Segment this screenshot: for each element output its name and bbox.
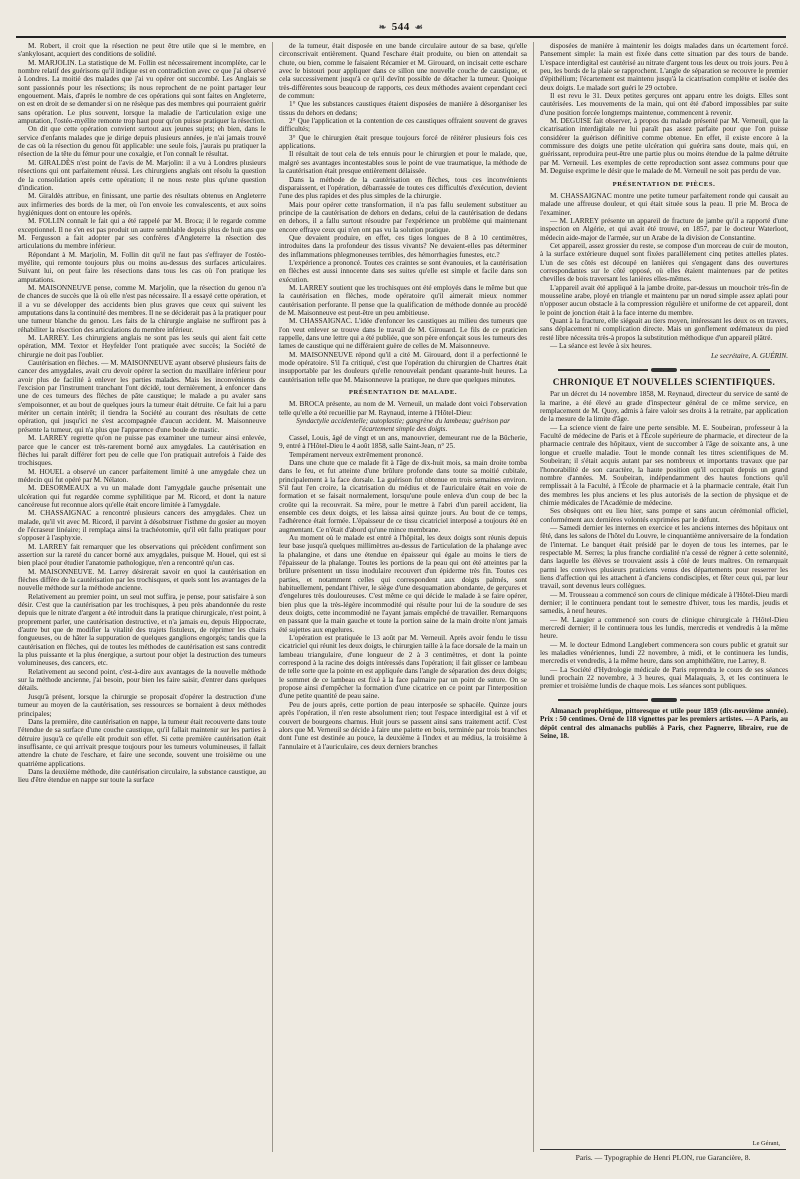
header-ornament-right: ☙ — [414, 21, 424, 32]
header-ornament-left: ❧ — [378, 21, 387, 32]
section-heading-pieces: PRÉSENTATION DE PIÈCES. — [612, 180, 716, 188]
paragraph: Mais pour opérer cette transformation, il n'a pas fallu seulement substituer au principe de la cautérisation de dehors en dedans, celui de la cautérisation de dedans en dehors, il a fallu surtout résoudre par l'expérience un problème qui maintenant encore effraye ceux qui n'en ont pas vu la solution pratique. — [279, 200, 527, 234]
case-title: Syndactylie accidentelle; autoplastie; gangrène du lambeau; guérison par l'écartement simple des doigts. — [296, 417, 510, 434]
paragraph: Dans une chute que ce malade fit à l'âge de dix-huit mois, sa main droite tomba dans le feu, et fut atteinte d'une brûlure profonde dans toute sa moitié cubitale, principalement à la face dorsale. La guérison fut obtenue en trois semaines environ. S'il faut l'en croire, la cicatrisation du médius et de l'auriculaire était en voie de formation et se faisait normalement, lorsqu'une poule enleva d'un coup de bec la croûte qui la recouvrait. Sa mère, pour le mettre à l'abri d'un pareil accident, lia ensemble ces deux doigts, et les laissa ainsi quinze jours. Au bout de ce temps, l'adhérence était formée. L'épaisseur de ce tissu cicatriciel interposé a toujours été en augmentant. Ce n'était d'abord qu'une mince membrane. — [279, 458, 527, 534]
paragraph: M. CHASSAIGNAC montre une petite tumeur parfaitement ronde qui causait au malade une affreuse douleur, et qui était située sous la peau. Il prie M. Broca de l'examiner. — [540, 191, 788, 217]
paragraph: Relativement au second point, c'est-à-dire aux avantages de la nouvelle méthode sur la méthode ancienne, j'ai besoin, pour bien les faire saisir, d'entrer dans quelques détails. — [18, 667, 266, 693]
paragraph: M. Giraldès attribue, en finissant, une partie des résultats obtenus en Angleterre aux infirmeries des bords de la mer, où l'on envoie les convalescents, et aux soins hygiéniques dont on entoure les opérés. — [18, 192, 266, 217]
paragraph: Au moment où le malade est entré à l'hôpital, les deux doigts sont réunis depuis leur base jusqu'à quelques millimètres au-dessus de l'articulation de la phalange avec la phalangine, et dans une étendue en épaisseur qui égale au moins le tiers de l'épaisseur de la phalange. Toutes les portions de la peau qui ont été atteintes par la brûlure présentent un tissu inodulaire recouvert d'un épiderme très fin. Toutes ces parties, et notamment celles qui correspondent aux doigts palmés, sont habituellement, pendant l'hiver, le siège d'une desquamation abondante, de gerçures et d'engelures très douloureuses. C'est même ce qui décide le malade à se faire opérer, bien plus que la très-légère incommodité qui résulte pour lui de la soudure de ses deux doigts, cette incommodité ne l'ayant jamais empêché de travailler. Remarquons en passant que la main gauche et toute la portion saine de la main droite n'ont jamais été sujettes aux engelures. — [279, 533, 527, 634]
column-divider — [533, 42, 534, 1152]
paragraph: M. CHASSAIGNAC a rencontré plusieurs cancers des amygdales. Chez un malade, qu'il vit avec M. Ricord, il parvint à désobstruer l'isthme du gosier au moyen de l'écraseur linéaire; il remplaça ainsi la trachéotomie, qu'il eût fallu pratiquer pour s'opposer à l'asphyxie. — [18, 509, 266, 543]
paragraph: M. MAISONNEUVE. M. Larrey désirerait savoir en quoi la cautérisation en flèches diffère de la cautérisation par les trochisques, et quels sont les avantages de la nouvelle méthode sur la méthode ancienne. — [18, 567, 266, 593]
paragraph: L'opération est pratiquée le 13 août par M. Verneuil. Après avoir fendu le tissu cicatriciel qui réunit les deux doigts, le chirurgien taille à la face dorsale de la main un lambeau triangulaire, d'une longueur de 2 à 3 centimètres, et dont la pointe correspond à la racine des doigts intéressés dans l'opération; il fait glisser ce lambeau de telle sorte que la pointe en est appliquée dans l'angle de séparation des deux doigts; le sommet de ce lambeau est fixé à la face palmaire par un point de suture. On se propose ainsi d'empêcher la formation d'une cicatrice en ce point par l'interposition d'une petite quantité de peau saine. — [279, 634, 527, 701]
paragraph: M. LARREY fait remarquer que les observations qui précèdent confirment son assertion sur la rareté du cancer borné aux amygdales, puisque M. Houel, qui est si bien placé pour étudier l'anatomie pathologique, n'en a rencontré qu'un cas. — [18, 542, 266, 568]
paragraph: M. MAISONNEUVE pense, comme M. Marjolin, que la résection du genou n'a de chances de succès que là où elle n'est pas nécessaire. Il a essayé cette opération, et il a vu se développer des accidents bien plus graves que ceux qui suivent les amputations dans la continuité des membres. Il ne se déciderait pas à la pratiquer pour une tumeur blanche du genou. Les faits de la chirurgie anglaise ne suffiront pas à réhabiliter la résection des articulations du membre inférieur. — [18, 283, 266, 334]
paragraph: Ses obsèques ont eu lieu hier, sans pompe et sans aucun cérémonial officiel, conformément aux dernières volontés exprimées par le défunt. — [540, 507, 788, 524]
section-ornament — [540, 366, 788, 374]
paragraph: — La séance est levée à six heures. — [550, 342, 652, 351]
paragraph: Il est revu le 31. Deux petites gerçures ont apparu entre les doigts. Elles sont cautérisées. Les mouvements de la main, qui ont été d'abord impossibles par suite d'une position forcée longtemps maintenue, commencent à revenir. — [540, 92, 788, 117]
section-heading-malade: PRÉSENTATION DE MALADE. — [348, 389, 458, 397]
paragraph: Répondant à M. Marjolin, M. Follin dit qu'il ne faut pas s'effrayer de l'ostéo-myélite, qui remonte toujours plus ou moins au-dessus des surfaces articulaires. Suivant lui, on peut faire les résections dans tous les cas où l'on pratique les amputations. — [18, 250, 266, 284]
almanach-notice: Almanach prophétique, pittoresque et utile pour 1859 (dix-neuvième année). Prix : 50 centimes. Orné de 118 vignettes par les premiers artistes. — A Paris, au dépôt central des almanachs publiés à Paris, chez Pagnerre, libraire, rue de Seine, 18. — [540, 707, 788, 741]
printer-footer: Paris. — Typographie de Henri PLON, rue Garancière, 8. — [540, 1149, 786, 1162]
section-ornament — [540, 696, 788, 704]
paragraph: M. DEGUISE fait observer, à propos du malade présenté par M. Verneuil, que la cicatrisation interdigitale ne lui paraît pas assez parfaite pour que l'on puisse considérer la guérison définitive comme obtenue. En effet, il existe encore à la commissure des doigts une petite ulcération qui guérira sans doute, mais qui, en guérissant, reproduira peut-être une partie plus ou moins étendue de la palme détruite par M. Verneuil. Les exemples de cette reproduction sont assez communs pour que M. Deguise exprime le désir que le malade de M. Verneuil ne soit pas perdu de vue. — [540, 117, 788, 176]
paragraph: — M. Trousseau a commencé son cours de clinique médicale à l'Hôtel-Dieu mardi dernier; il le continuera pendant tout le semestre d'hiver, tous les mardis, jeudis et samedis, à neuf heures. — [540, 590, 788, 616]
paragraph: Dans la première, dite cautérisation en nappe, la tumeur était recouverte dans toute l'étendue de sa surface d'une couche caustique, qu'il fallait maintenir sur les parties à détruire jusqu'à ce qu'elle eût produit son effet. Si cette première cautérisation était insuffisante, ce qui arrivait presque toujours pour les tumeurs volumineuses, il fallait attendre la chute de l'eschare, et faire une seconde, souvent une troisième ou une quatrième applications. — [18, 717, 266, 768]
paragraph: Il résultait de tout cela de tels ennuis pour le chirurgien et pour le malade, que, malgré ses avantages incontestables sous le point de vue traumatique, la méthode de la cautérisation était presque entièrement délaissée. — [279, 150, 527, 176]
paragraph: — M. LARREY présente un appareil de fracture de jambe qu'il a rapporté d'une inspection en Algérie, et qui avait été trouvé, en 1857, par le docteur Waterloot, médecin aide-major de l'armée, sur un Arabe de la division de Constantine. — [540, 216, 788, 242]
paragraph: M. LARREY regrette qu'on ne puisse pas examiner une tumeur ainsi enlevée, parce que le cancer est très-rarement borné aux amygdales. La cautérisation en flèches lui paraît différer fort peu de celle que l'on pratiquait autrefois à l'aide des trochisques. — [18, 434, 266, 468]
column-3 — [540, 42, 788, 1152]
paragraph: Dans la deuxième méthode, dite cautérisation circulaire, la substance caustique, au lieu d'être étendue en nappe sur toute la surface — [18, 767, 266, 785]
secretary-signature: Le secrétaire, A. GUÉRIN. — [710, 352, 788, 361]
paragraph: M. MAISONNEUVE répond qu'il a cité M. Girouard, dont il a perfectionné le mode opératoire. S'il l'a critiqué, c'est que l'opération du chirurgien de Chartres était insupportable par les douleurs qu'elle renouvelait pendant quarante-huit heures. La cautérisation telle que M. Maisonneuve la pratique, ne dure que quelques minutes. — [279, 350, 527, 384]
paragraph: L'expérience a prononcé. Toutes ces craintes se sont évanouies, et la cautérisation en flèches est aussi innocente dans ses suites qu'elle est simple et facile dans son exécution. — [279, 258, 527, 284]
paragraph: — Samedi dernier les internes en exercice et les anciens internes des hôpitaux ont fêté, dans les salons de l'hôtel du Louvre, le cinquantième anniversaire de la fondation de l'internat. Le banquet était présidé par le doyen de tous les internes, par le respectable M. Serres; la plus franche cordialité n'a cessé de régner à cette solennité, dans laquelle les élèves se trouvaient assis à côté de leurs maîtres. On remarquait parmi les convives plusieurs praticiens venus des départements pour resserrer les liens d'affection qui les attachent à d'anciens condisciples, et fêter ceux qui, par leur travail, sont devenus leurs collègues. — [540, 523, 788, 591]
paragraph: M. LARREY. Les chirurgiens anglais ne sont pas les seuls qui aient fait cette opération, MM. Textor et Heyfelder l'ont pratiquée avec succès; la Société de chirurgie ne doit pas l'oublier. — [18, 334, 266, 359]
paragraph: — La science vient de faire une perte sensible. M. E. Soubeiran, professeur à la Faculté de médecine de Paris et à l'École supérieure de pharmacie, et directeur de la pharmacie centrale des hôpitaux, vient de succomber à l'âge de soixante ans, à une longue et cruelle maladie. Tout le monde connaît les titres scientifiques de M. Soubeiran; il s'était acquis autant par ses nombreux et importants travaux que par l'honorabilité de son caractère, la haute position qu'il occupait depuis un grand nombre d'années. M. Soubeiran, indépendamment des hautes fonctions qu'il remplissait à la Faculté, à l'École de pharmacie et à la pharmacie centrale, était l'un des membres les plus anciens et les plus autorisés de la section de physique et de chimie médicales de l'Académie de médecine. — [540, 423, 788, 507]
paragraph: Cassel, Louis, âgé de vingt et un ans, manouvrier, demeurant rue de la Bûcherie, 9, entré à l'Hôtel-Dieu le 4 août 1858, salle Saint-Jean, n° 25. — [279, 433, 527, 451]
paragraph: Jusqu'à présent, lorsque la chirurgie se proposait d'opérer la destruction d'une tumeur au moyen de la cautérisation, ses ressources se bornaient à deux méthodes principales; — [18, 692, 266, 718]
paragraph: M. Robert, il croit que la résection ne peut être utile que si le membre, en s'ankylosant, acquiert des conditions de solidité. — [18, 42, 266, 59]
column-2 — [279, 42, 527, 1152]
paragraph: disposées de manière à maintenir les doigts malades dans un écartement forcé. Pansement simple: la main est fixée dans cette situation par des tours de bande. L'espace interdigital est cautérisé au nitrate d'argent tous les deux ou trois jours. Peu à peu, les bords de la plaie se rapprochent. L'angle de séparation se recouvre le premier d'épithélium; l'écartement est maintenu jusqu'à la cicatrisation complète et isolée des deux doigts. Le malade sort guéri le 29 octobre. — [540, 42, 788, 92]
paragraph: — La Société d'Hydrologie médicale de Paris reprendra le cours de ses séances lundi prochain 22 novembre, à 3 heures, quai Malaquais, 3, et les continuera le premier et troisième lundis de chaque mois. Les séances sont publiques. — [540, 665, 788, 691]
paragraph: On dit que cette opération convient surtout aux jeunes sujets; eh bien, dans le service d'enfants malades que je dirige depuis plusieurs années, je n'ai jamais trouvé de cas où la résection du genou fût applicable: une seule fois, j'aurais pu pratiquer la résection de la tête du fémur pour une coxalgie, et l'on connaît le résultat. — [18, 125, 266, 159]
paragraph: M. HOUEL a observé un cancer parfaitement limité à une amygdale chez un médecin qui fut opéré par M. Nélaton. — [18, 467, 266, 484]
paragraph: 2° Que l'application et la contention de ces caustiques offraient souvent de graves difficultés; — [279, 117, 527, 134]
paragraph: M. DESORMEAUX a vu un malade dont l'amygdale gauche présentait une ulcération qui fut regardée comme syphilitique par M. Ricord, et dont la nature cancéreuse fut reconnue alors qu'elle était encore limitée à l'amygdale. — [18, 484, 266, 509]
paragraph: Tempérament nerveux extrêmement prononcé. — [289, 450, 424, 459]
paragraph: Cautérisation en flèches. — M. MAISONNEUVE ayant observé plusieurs faits de cancer des amygdales, avait cru devoir opérer la section du maxillaire inférieur pour avoir plus de facilité à enlever les parties malades. Mais les inconvénients de l'excision par l'instrument tranchant l'ont décidé, tout dernièrement, à enfoncer dans une de ces tumeurs des flèches de pâte caustique; le malade a pu avaler sans s'empoisonner, et au bout de quelques jours la tumeur était détruite. Ce fait lui a paru mériter un certain intérêt; il tiendra la Société au courant des résultats de cette opération, qui jusqu'ici ne s'est accompagnée d'aucun accident. M. Maisonneuve présente la tumeur, qui n'a plus que l'apparence d'une boule de mastic. — [18, 359, 266, 434]
paragraph: M. LARREY soutient que les trochisques ont été employés dans le même but que la cautérisation en flèches, mode opératoire qu'il aimerait mieux nommer cautérisation perforante. Il pense que la qualification de méthode donnée au procédé de M. Maisonneuve est peut-être un peu ambitieuse. — [279, 283, 527, 317]
paragraph: M. GIRALDÈS n'est point de l'avis de M. Marjolin: il a vu à Londres plusieurs résections qui ont parfaitement réussi. Les chirurgiens anglais ont résolu la question de la consolidation après cette opération; il ne nous reste plus qu'une question d'indication. — [18, 158, 266, 192]
paragraph: M. FOLLIN connaît le fait qui a été rappelé par M. Broca; il le regarde comme exceptionnel. Il ne s'en est pas produit un autre semblable depuis plus de huit ans que M. Fergusson a fait adopter par ses confrères d'Angleterre la résection des articulations du membre inférieur. — [18, 217, 266, 251]
paragraph: L'appareil avait été appliqué à la jambe droite, par-dessus un mouchoir très-fin de mousseline arabe, ployé en triangle et maintenu par un nœud simple assez aplati pour n'opposer aucun obstacle à la compression régulière et uniforme de cet appareil, dont le point de jonction était à la face interne du membre. — [540, 283, 788, 317]
paragraph: Quant à la fracture, elle siégeait au tiers moyen, intéressant les deux os en travers, sans déplacement ni complication directe. Mais un gonflement œdémateux du pied resté libre nécessita très-à propos la substitution méthodique d'un appareil plâtré. — [540, 317, 788, 342]
page-number: 544 — [391, 21, 410, 33]
paragraph: M. MARJOLIN. La statistique de M. Follin est nécessairement incomplète, car le nombre relatif des guérisons qu'il indique est en contradiction avec ce que j'ai observé à Londres. La moitié des malades que j'ai vu opérer ont succombé. Les Anglais se sont passionnés pour les résections; ils nous reprochent de ne point partager leur engouement. Mais, d'après le nombre de ces opérations qui sont faites en Angleterre, on est en droit de se demander si on ne résèque pas des membres qui pourraient guérir sans opération. Le plus souvent, lorsque la maladie de l'articulation exige une amputation, l'ostéo-myélite remonte trop haut pour qu'on puisse pratiquer la résection. — [18, 58, 266, 126]
paragraph: Par un décret du 14 novembre 1858, M. Reynaud, directeur du service de santé de la marine, a été élevé au grade d'inspecteur général de ce même service, en remplacement de M. Quoy, admis à faire valoir ses droits à la retraite, par application de la mesure de la limite d'âge. — [540, 390, 788, 424]
paragraph: 3° Que le chirurgien était presque toujours forcé de réitérer plusieurs fois ces applications. — [279, 133, 527, 151]
paragraph: Dans la méthode de la cautérisation en flèches, tous ces inconvénients disparaissent, et l'opération, débarrassée de toutes ces difficultés d'exécution, devient l'une des plus rapides et des plus simples de la chirurgie. — [279, 175, 527, 201]
paragraph: M. CHASSAIGNAC. L'idée d'enfoncer les caustiques au milieu des tumeurs que l'on veut enlever se trouve dans le travail de M. Girouard. Le fils de ce praticien rappelle, dans une lettre qui a été publiée, que son père enfonçait sous les tumeurs des lames de caustique qui ne différaient guère de celles de M. Maisonneuve. — [279, 317, 527, 351]
paragraph: — M. Laugier a commencé son cours de clinique chirurgicale à l'Hôtel-Dieu mercredi dernier; il le continuera tous les lundis, mercredis et vendredis à la même heure. — [540, 615, 788, 641]
gerant-label: Le Gérant, — [752, 1140, 780, 1147]
paragraph: Peu de jours après, cette portion de peau interposée se sphacèle. Quinze jours après l'opération, il n'en reste absolument rien; tout l'espace interdigital est à vif et couvert de bourgeons charnus. Huit jours se passent ainsi sans traitement actif. C'est alors que M. Verneuil se décide à faire une palette en bois, terminée par trois branches dont l'une est destinée au pouce, la deuxième à l'index et au médius, la troisième à l'annulaire et à l'auriculaire, ces deux derniers branches — [279, 700, 527, 751]
paragraph: Cet appareil, assez grossier du reste, se compose d'un morceau de cuir de mouton, à la surface extérieure duquel sont fixées parallèlement cinq petites attelles plates. L'un de ses côtés est découpé en lanières qui s'engagent dans des ouvertures correspondantes sur le côté opposé, où elles étaient maintenues par de petites chevilles de bois traversant les lanières elles-mêmes. — [540, 241, 788, 284]
paragraph: Relativement au premier point, un seul mot suffira, je pense, pour satisfaire à son désir. C'est que la cautérisation par les trochisques, à peu près abandonnée du reste depuis que le nitrate d'argent a été introduit dans la pratique chirurgicale, n'est point, à proprement parler, une cautérisation destructive, et n'a jamais eu, depuis Hippocrate, d'autre but que de modifier la vitalité des trajets fistuleux, de réprimer les chairs fongueuses, ou de hâter la suppuration de quelques ganglions engorgés; tandis que la cautérisation en flèches, qui de toutes les méthodes de cautérisation est sans contredit la plus puissante et la plus énergique, a surtout pour objet la destruction des tumeurs volumineuses, des cancers, etc. — [18, 592, 266, 668]
column-1 — [18, 42, 266, 1152]
paragraph: 1° Que les substances caustiques étaient disposées de manière à désorganiser les tissus du dehors en dedans; — [279, 100, 527, 117]
chronicle-banner: CHRONIQUE ET NOUVELLES SCIENTIFIQUES. — [552, 377, 776, 388]
paragraph: M. BROCA présente, au nom de M. Verneuil, un malade dont voici l'observation telle qu'elle a été recueillie par M. Raynaud, interne à l'Hôtel-Dieu: — [279, 400, 527, 417]
page-header — [16, 20, 786, 34]
column-divider — [272, 42, 273, 1152]
header-rule — [16, 36, 786, 38]
paragraph: — M. le docteur Edmond Langlebert commencera son cours public et gratuit sur les maladies vénériennes, lundi 22 novembre, à midi, et le continuera les lundis, mercredis et vendredis, à la même heure, dans son amphithéâtre, rue Larrey, 8. — [540, 640, 788, 666]
paragraph: de la tumeur, était disposée en une bande circulaire autour de sa base, qu'elle circonscrivait entièrement. Quand l'eschare était produite, ou bien on attendait sa chute, ou bien, comme le faisaient Récamier et M. Girouard, on incisait cette eschare avec le bistouri pour appliquer dans ce sillon une nouvelle couche de caustique, et cela successivement jusqu'à ce qu'il devînt possible de détacher la tumeur. Quoique très-différentes sous beaucoup de rapports, ces deux méthodes avaient cependant ceci de commun: — [279, 42, 527, 101]
paragraph: Que devaient produire, en effet, ces tiges longues de 8 à 10 centimètres, introduites dans la profondeur des tissus vivants? Ne devaient-elles pas déterminer des inflammations phlegmoneuses terribles, des hémorrhagies funestes, etc.? — [279, 233, 527, 259]
